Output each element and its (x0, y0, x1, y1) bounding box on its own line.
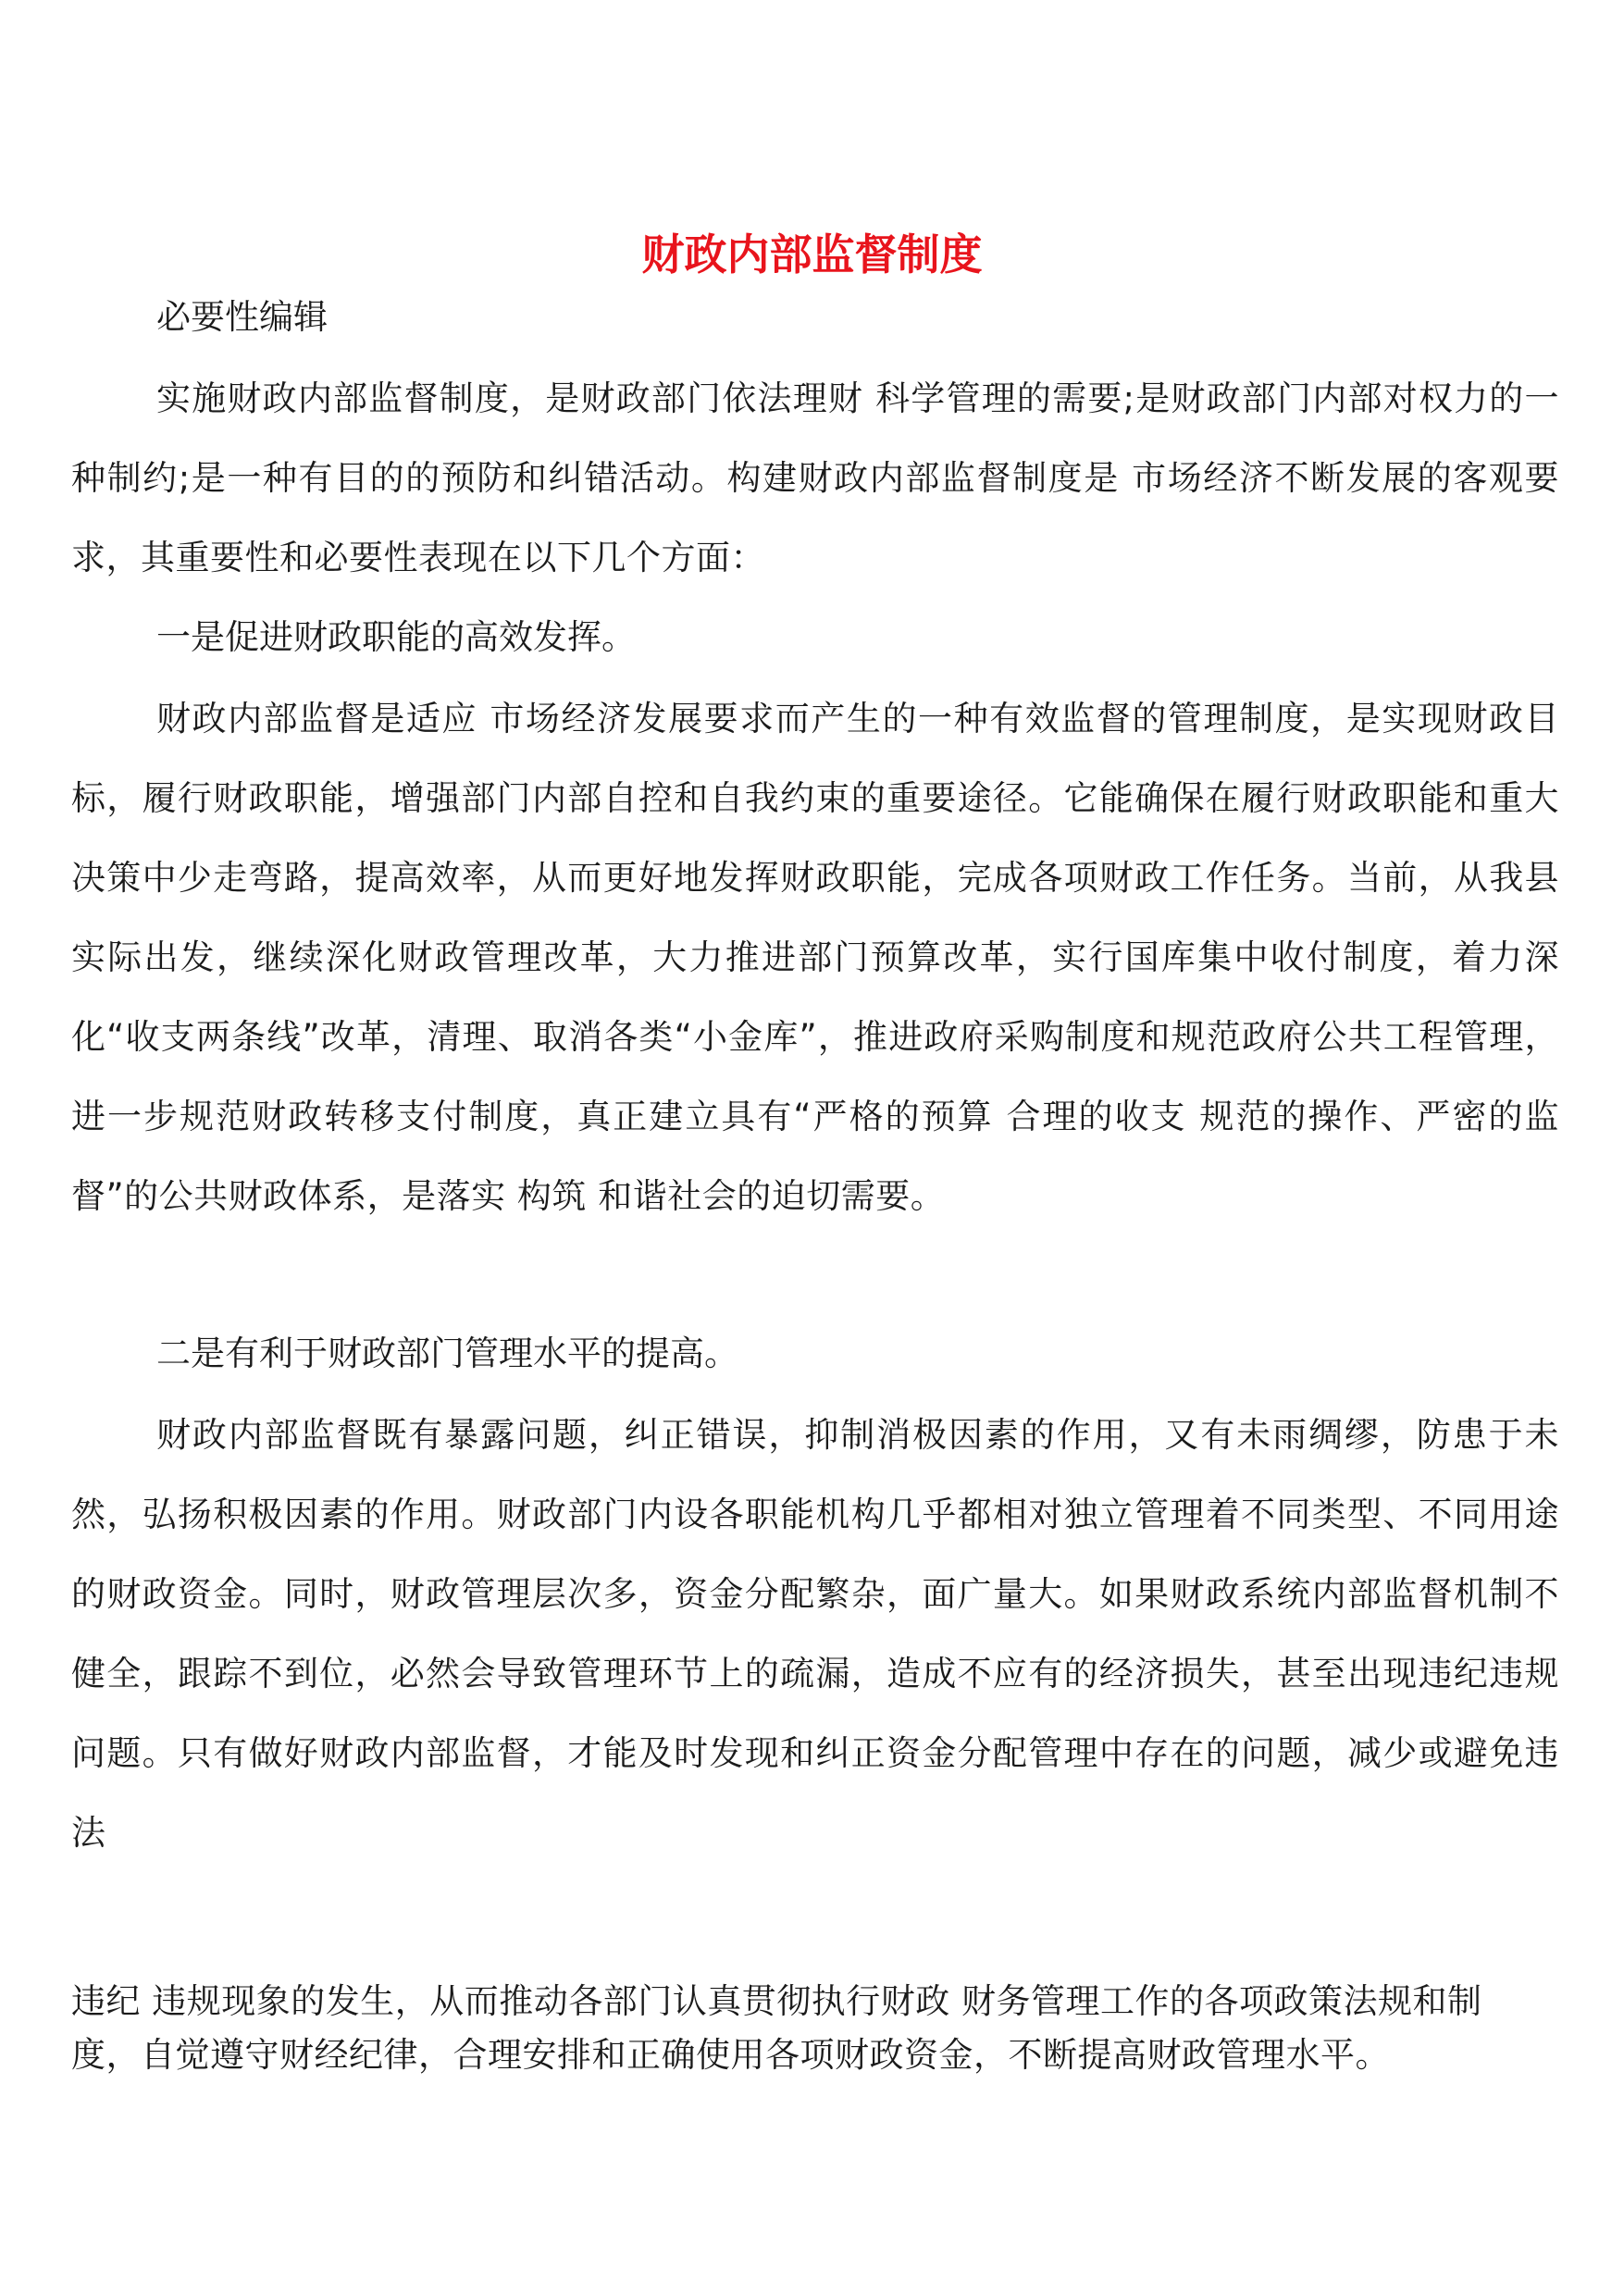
point-two-heading: 二是有利于财政部门管理水平的提高。 (156, 1334, 738, 1373)
intro-paragraph: 实施财政内部监督制度，是财政部门依法理财 科学管理的需要;是财政部门内部对权力的一种制约;是一种有目的的预防和纠错活动。构建财政内部监督制度是 市场经济不断发展的客观要求，其重要性和必要性表现在以下几个方面： (71, 378, 1559, 577)
point-one-heading: 一是促进财政职能的高效发挥。 (156, 617, 636, 657)
document-title: 财政内部监督制度 (641, 229, 983, 279)
continuation-paragraph: 违纪 违规现象的发生，从而推动各部门认真贯彻执行财政 财务管理工作的各项政策法规和制度，自觉遵守财经纪律，合理安排和正确使用各项财政资金，不断提高财政管理水平。 (71, 1981, 1482, 2075)
point-one-body: 财政内部监督是适应 市场经济发展要求而产生的一种有效监督的管理制度，是实现财政目标，履行财政职能，增强部门内部自控和自我约束的重要途径。它能确保在履行财政职能和重大决策中少走弯路，提高效率，从而更好地发挥财政职能，完成各项财政工作任务。当前，从我县实际出发，继续深化财政管理改革，大力推进部门预算改革，实行国库集中收付制度，着力深化“收支两条线”改革，清理、取消各类“小金库”，推进政府采购制度和规范政府公共工程管理，进一步规范财政转移支付制度，真正建立具有“严格的预算 合理的收支 规范的操作、严密的监督”的公共财政体系，是落实 构筑 和谐社会的迫切需要。 (71, 699, 1559, 1216)
point-two-body: 财政内部监督既有暴露问题，纠正错误，抑制消极因素的作用，又有未雨绸缪，防患于未然，弘扬积极因素的作用。财政部门内设各职能机构几乎都相对独立管理着不同类型、不同用途的财政资金。同时，财政管理层次多，资金分配繁杂，面广量大。如果财政系统内部监督机制不健全，跟踪不到位，必然会导致管理环节上的疏漏，造成不应有的经济损失，甚至出现违纪违规问题。只有做好财政内部监督，才能及时发现和纠正资金分配管理中存在的问题，减少或避免违法 (71, 1415, 1559, 1853)
section-heading: 必要性编辑 (156, 297, 328, 337)
